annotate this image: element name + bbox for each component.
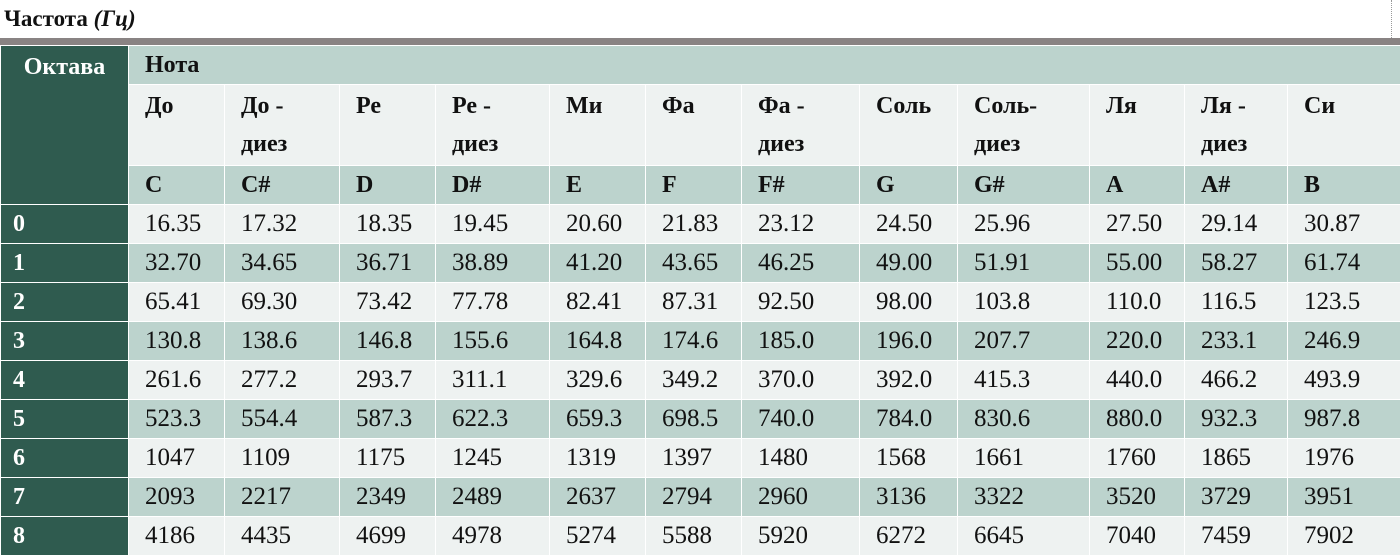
note-name-cell [646,85,742,166]
note-name-cell [1288,85,1400,166]
frequency-cell: 116.5 [1185,283,1288,322]
frequency-cell: 164.8 [550,322,646,361]
note-name-line2: диез [758,131,805,157]
frequency-cell: 415.3 [958,361,1090,400]
note-letter-cell: C# [225,166,340,205]
frequency-cell: 61.74 [1288,244,1400,283]
frequency-cell: 2960 [742,478,860,517]
frequency-cell: 5920 [742,517,860,556]
frequency-cell: 220.0 [1090,322,1185,361]
note-name-cell [129,85,225,166]
frequency-cell: 155.6 [436,322,550,361]
note-letter-cell: D# [436,166,550,205]
note-name-line2: диез [974,131,1021,157]
frequency-cell: 17.32 [225,205,340,244]
frequency-cell: 87.31 [646,283,742,322]
table-row [1,322,1400,361]
frequency-cell: 1865 [1185,439,1288,478]
frequency-cell: 174.6 [646,322,742,361]
note-letter-cell: F# [742,166,860,205]
frequency-cell: 2093 [129,478,225,517]
octave-cell: 7 [1,478,129,517]
frequency-cell: 4435 [225,517,340,556]
frequency-cell: 20.60 [550,205,646,244]
frequency-cell: 146.8 [340,322,436,361]
frequency-cell: 4978 [436,517,550,556]
frequency-cell: 23.12 [742,205,860,244]
frequency-cell: 185.0 [742,322,860,361]
frequency-cell: 698.5 [646,400,742,439]
frequency-cell: 523.3 [129,400,225,439]
table-row [1,400,1400,439]
note-letter-cell: C [129,166,225,205]
frequency-cell: 65.41 [129,283,225,322]
note-name-line2: диез [452,131,499,157]
note-header: Нота [129,46,1400,85]
frequency-cell: 233.1 [1185,322,1288,361]
frequency-cell: 1109 [225,439,340,478]
frequency-cell: 130.8 [129,322,225,361]
frequency-cell: 987.8 [1288,400,1400,439]
frequency-cell: 466.2 [1185,361,1288,400]
frequency-cell: 622.3 [436,400,550,439]
frequency-cell: 21.83 [646,205,742,244]
note-name-line1: Ре [356,93,381,119]
frequency-cell: 6272 [860,517,958,556]
frequency-cell: 98.00 [860,283,958,322]
note-name-line1: Ми [566,93,603,119]
note-name-line1: Ля - [1201,93,1246,119]
note-name-cell [225,85,340,166]
table-row [1,283,1400,322]
frequency-cell: 41.20 [550,244,646,283]
frequency-cell: 3322 [958,478,1090,517]
note-name-cell [1090,85,1185,166]
note-name-line1: Фа - [758,93,805,119]
frequency-cell: 36.71 [340,244,436,283]
frequency-cell: 4186 [129,517,225,556]
frequency-cell: 392.0 [860,361,958,400]
note-letter-cell: A# [1185,166,1288,205]
note-name-line1: Ля [1106,93,1137,119]
note-names-row [1,85,1400,166]
frequency-cell: 6645 [958,517,1090,556]
frequency-table [0,45,1400,556]
frequency-cell: 370.0 [742,361,860,400]
note-name-cell [550,85,646,166]
frequency-cell: 1397 [646,439,742,478]
frequency-cell: 1976 [1288,439,1400,478]
octave-cell: 2 [1,283,129,322]
note-letters-row [1,166,1400,205]
frequency-cell: 24.50 [860,205,958,244]
frequency-cell: 2489 [436,478,550,517]
frequency-cell: 58.27 [1185,244,1288,283]
table-row [1,244,1400,283]
frequency-cell: 77.78 [436,283,550,322]
frequency-cell: 19.45 [436,205,550,244]
frequency-cell: 110.0 [1090,283,1185,322]
note-name-line2: диез [1201,131,1248,157]
octave-cell: 3 [1,322,129,361]
table-body [1,205,1400,556]
frequency-cell: 740.0 [742,400,860,439]
note-name-line1: Си [1304,93,1336,119]
note-letter-cell: B [1288,166,1400,205]
frequency-cell: 1661 [958,439,1090,478]
frequency-cell: 880.0 [1090,400,1185,439]
frequency-cell: 3520 [1090,478,1185,517]
frequency-cell: 29.14 [1185,205,1288,244]
table-row [1,478,1400,517]
note-name-line1: Соль- [974,93,1038,119]
frequency-cell: 49.00 [860,244,958,283]
frequency-cell: 30.87 [1288,205,1400,244]
note-name-line1: Соль [876,93,932,119]
frequency-cell: 1047 [129,439,225,478]
table-row [1,361,1400,400]
frequency-cell: 46.25 [742,244,860,283]
frequency-cell: 293.7 [340,361,436,400]
frequency-cell: 1760 [1090,439,1185,478]
note-name-cell [340,85,436,166]
octave-header: Октава [1,46,129,205]
frequency-cell: 587.3 [340,400,436,439]
frequency-cell: 932.3 [1185,400,1288,439]
octave-cell: 0 [1,205,129,244]
frequency-cell: 5588 [646,517,742,556]
note-name-cell [436,85,550,166]
note-name-line2: диез [241,131,288,157]
note-letter-cell: G [860,166,958,205]
frequency-cell: 784.0 [860,400,958,439]
frequency-cell: 1568 [860,439,958,478]
frequency-cell: 51.91 [958,244,1090,283]
frequency-cell: 1245 [436,439,550,478]
note-name-line1: Ре - [452,93,491,119]
frequency-cell: 38.89 [436,244,550,283]
note-letter-cell: A [1090,166,1185,205]
frequency-cell: 493.9 [1288,361,1400,400]
frequency-cell: 2794 [646,478,742,517]
title-label: Частота [4,6,88,31]
frequency-cell: 1175 [340,439,436,478]
note-name-cell [860,85,958,166]
frequency-cell: 55.00 [1090,244,1185,283]
frequency-cell: 1319 [550,439,646,478]
frequency-cell: 349.2 [646,361,742,400]
frequency-cell: 82.41 [550,283,646,322]
frequency-cell: 103.8 [958,283,1090,322]
frequency-cell: 1480 [742,439,860,478]
frequency-cell: 4699 [340,517,436,556]
note-name-cell [742,85,860,166]
frequency-cell: 3951 [1288,478,1400,517]
frequency-cell: 5274 [550,517,646,556]
frequency-cell: 440.0 [1090,361,1185,400]
frequency-cell: 7040 [1090,517,1185,556]
frequency-cell: 43.65 [646,244,742,283]
note-name-line1: Фа [662,93,695,119]
frequency-cell: 3136 [860,478,958,517]
note-letter-cell: E [550,166,646,205]
frequency-cell: 329.6 [550,361,646,400]
table-title [0,0,1400,38]
octave-cell: 8 [1,517,129,556]
table-row [1,205,1400,244]
frequency-cell: 7902 [1288,517,1400,556]
frequency-cell: 554.4 [225,400,340,439]
octave-cell: 1 [1,244,129,283]
frequency-cell: 830.6 [958,400,1090,439]
title-divider [0,38,1400,45]
frequency-cell: 246.9 [1288,322,1400,361]
frequency-cell: 311.1 [436,361,550,400]
frequency-cell: 277.2 [225,361,340,400]
table-row [1,439,1400,478]
frequency-cell: 2637 [550,478,646,517]
frequency-cell: 25.96 [958,205,1090,244]
octave-cell: 6 [1,439,129,478]
frequency-cell: 32.70 [129,244,225,283]
frequency-cell: 18.35 [340,205,436,244]
frequency-cell: 7459 [1185,517,1288,556]
frequency-cell: 3729 [1185,478,1288,517]
note-letter-cell: G# [958,166,1090,205]
frequency-cell: 207.7 [958,322,1090,361]
frequency-cell: 92.50 [742,283,860,322]
note-name-cell [1185,85,1288,166]
frequency-cell: 261.6 [129,361,225,400]
frequency-cell: 73.42 [340,283,436,322]
frequency-cell: 196.0 [860,322,958,361]
note-name-line1: До [145,93,174,119]
note-name-line1: До - [241,93,284,119]
frequency-cell: 659.3 [550,400,646,439]
note-letter-cell: F [646,166,742,205]
table-row [1,517,1400,556]
frequency-cell: 27.50 [1090,205,1185,244]
frequency-cell: 2349 [340,478,436,517]
note-letter-cell: D [340,166,436,205]
octave-cell: 5 [1,400,129,439]
title-corner-marker [1391,0,1400,38]
frequency-cell: 34.65 [225,244,340,283]
octave-cell: 4 [1,361,129,400]
note-name-cell [958,85,1090,166]
frequency-cell: 2217 [225,478,340,517]
title-unit: (Гц) [93,6,136,31]
frequency-cell: 69.30 [225,283,340,322]
frequency-cell: 138.6 [225,322,340,361]
frequency-cell: 16.35 [129,205,225,244]
frequency-cell: 123.5 [1288,283,1400,322]
